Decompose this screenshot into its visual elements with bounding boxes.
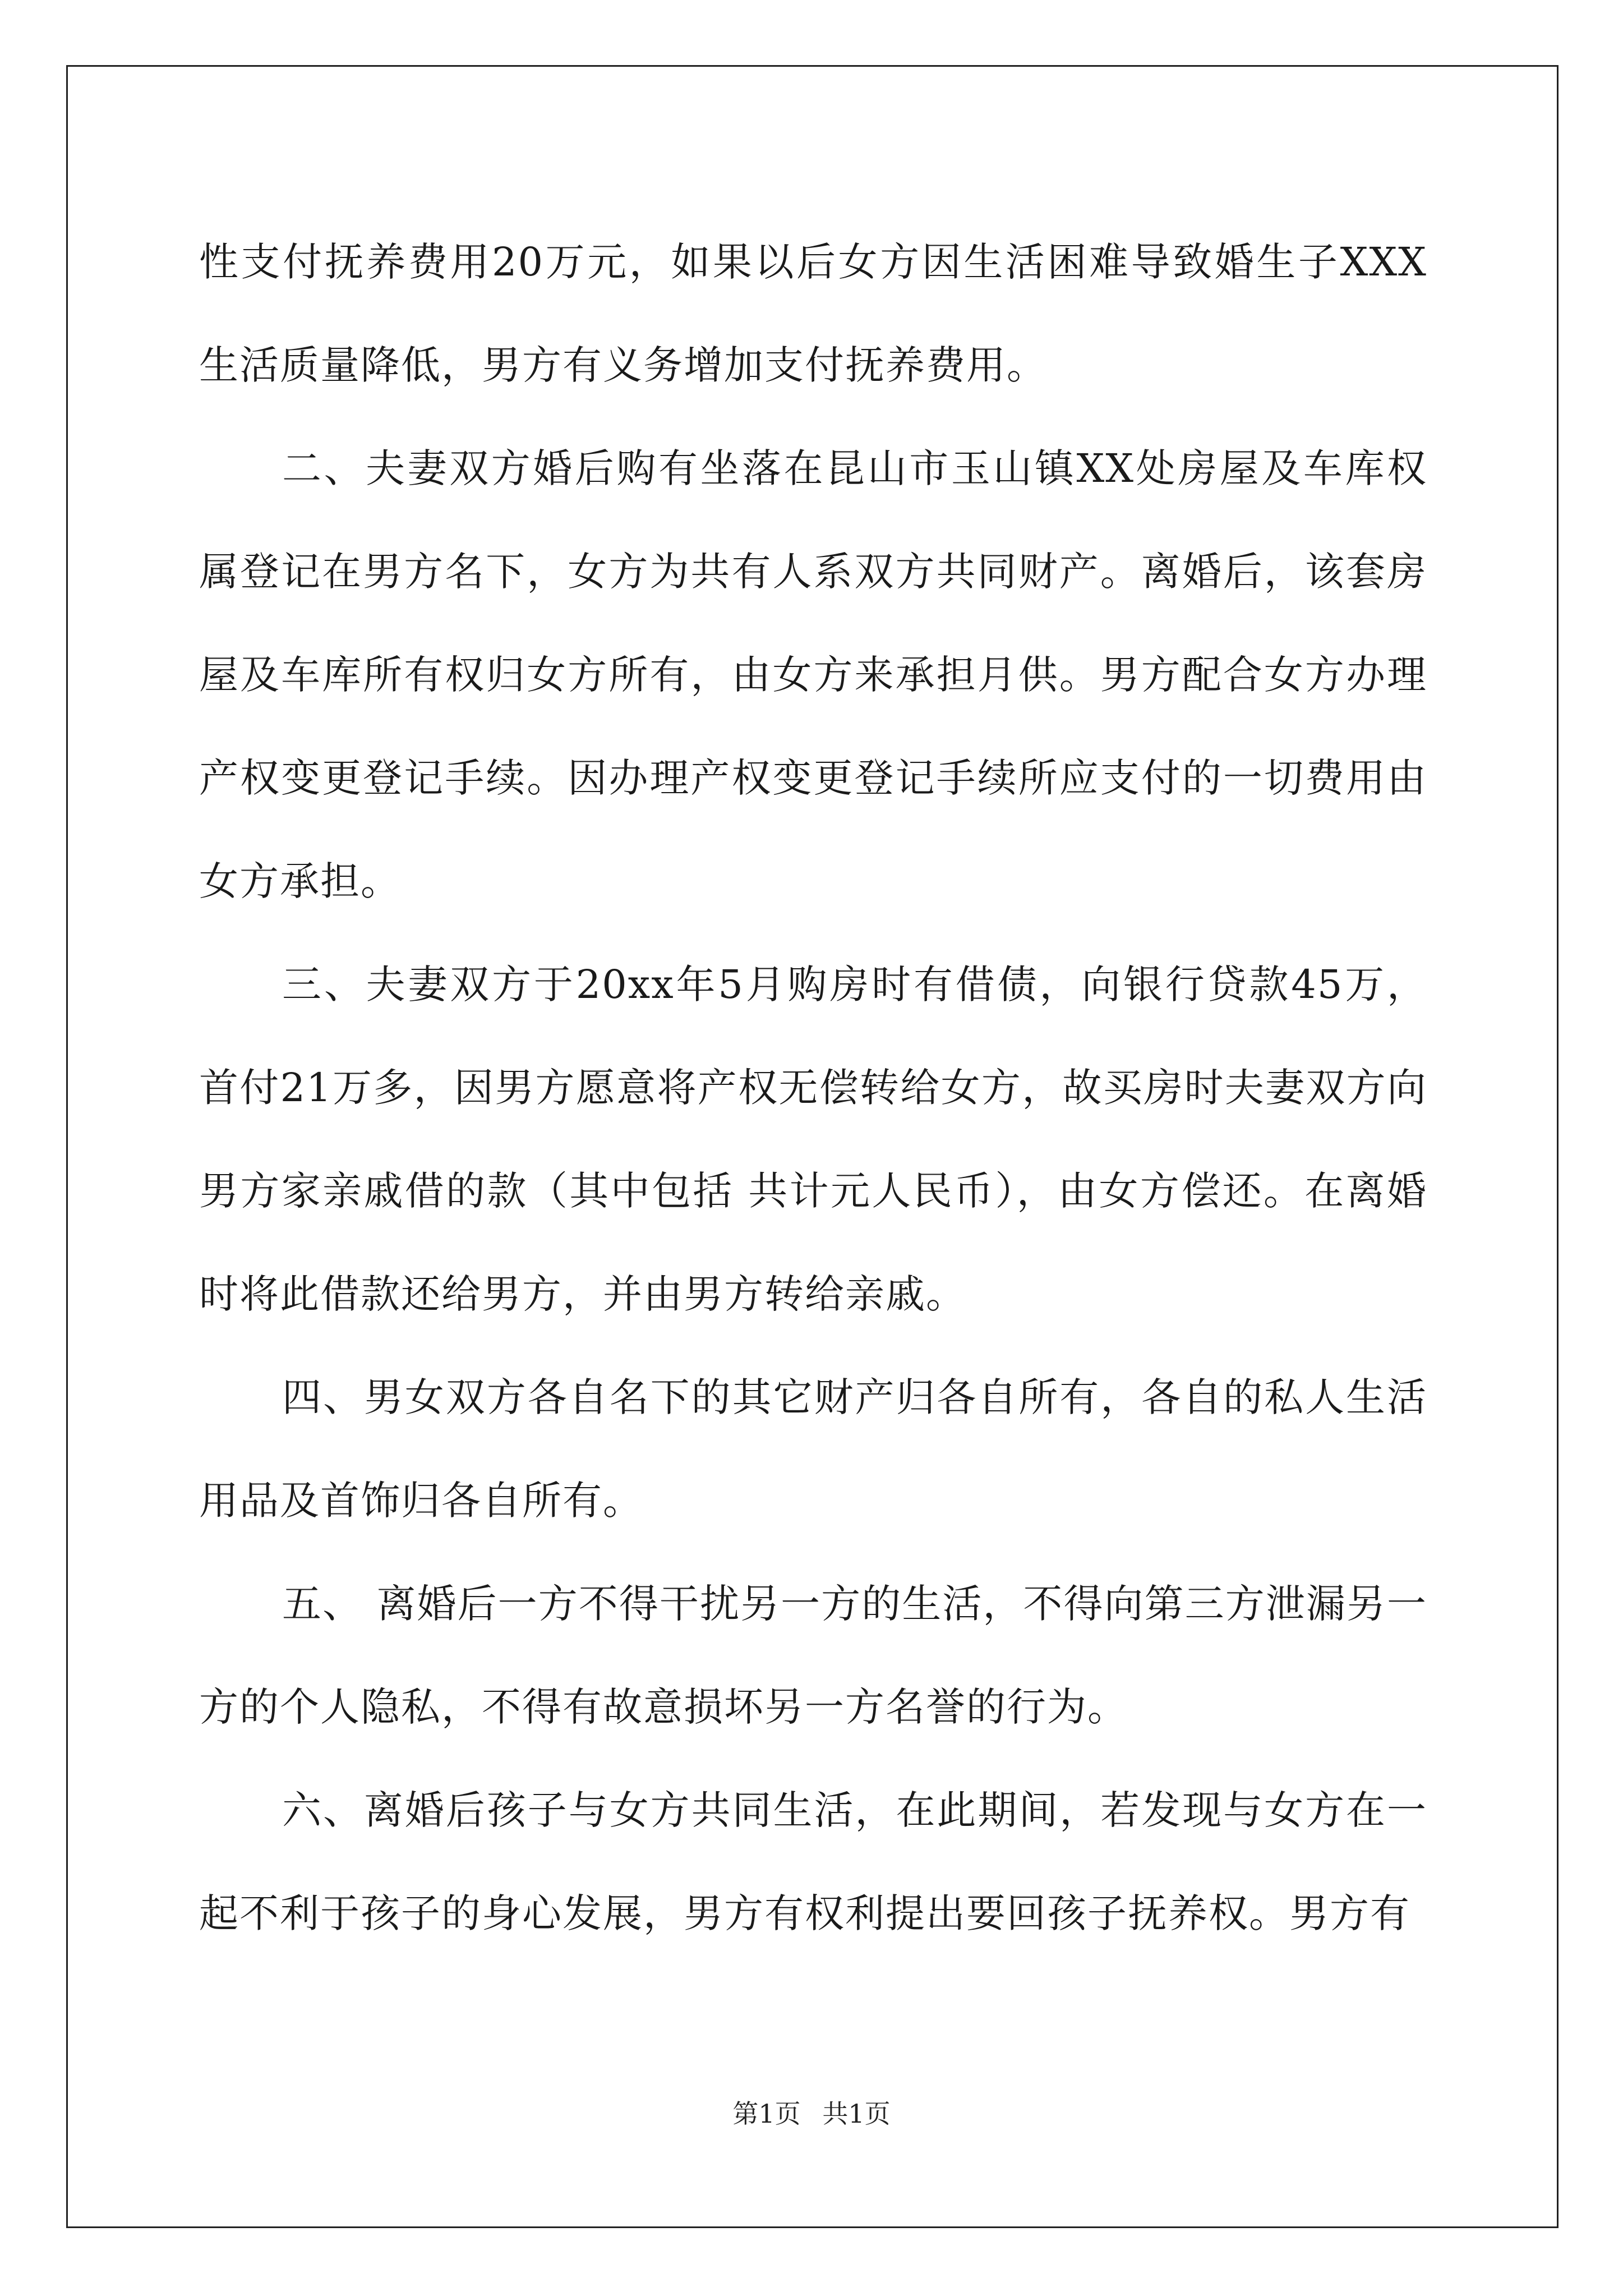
paragraph-clause-5: 五、 离婚后一方不得干扰另一方的生活，不得向第三方泄漏另一方的个人隐私，不得有故意损坏另一方名誉的行为。 [199,1581,1427,1730]
paragraph-clause-2: 二、夫妻双方婚后购有坐落在昆山市玉山镇XX处房屋及车库权属登记在男方名下，女方为共有人系双方共同财产。离婚后，该套房屋及车库所有权归女方所有，由女方来承担月供。男方配合女方办理产权变更登记手续。因办理产权变更登记手续所应支付的一切费用由女方承担。 [199,445,1427,904]
document-body [199,210,1427,1965]
paragraph-clause-4: 四、男女双方各自名下的其它财产归各自所有，各自的私人生活用品及首饰归各自所有。 [199,1374,1427,1524]
paragraph-clause-3: 三、夫妻双方于20xx年5月购房时有借债，向银行贷款45万，首付21万多，因男方愿意将产权无偿转给女方，故买房时夫妻双方向男方家亲戚借的款（其中包括 共计元人民币），由女方偿还。在离婚时将此借款还给男方，并由男方转给亲戚。 [199,961,1427,1317]
paragraph-continuation: 性支付抚养费用20万元，如果以后女方因生活困难导致婚生子XXX生活质量降低，男方有义务增加支付抚养费用。 [199,239,1427,388]
page-number: 第1页 [732,2099,801,2129]
page-total: 共1页 [822,2099,891,2129]
page-footer [0,2097,1623,2131]
paragraph-clause-6: 六、离婚后孩子与女方共同生活，在此期间，若发现与女方在一起不利于孩子的身心发展，男方有权利提出要回孩子抚养权。男方有 [199,1787,1427,1936]
